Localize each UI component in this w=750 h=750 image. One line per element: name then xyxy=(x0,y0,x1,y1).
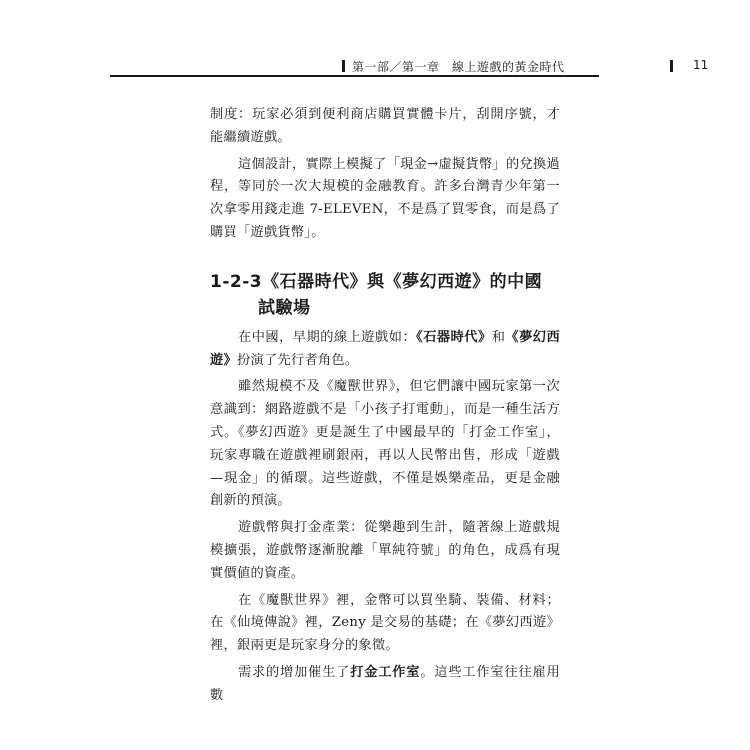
header-bar-left xyxy=(342,60,345,72)
p5-bold-studio: 打金工作室 xyxy=(350,664,421,680)
section-title-line2: 試驗場 xyxy=(258,297,311,318)
section-number: 1-2-3 xyxy=(210,271,263,292)
section-title-line1: 《石器時代》與《夢幻西遊》的中國 xyxy=(262,271,543,292)
p1-text-a: 在中國，早期的線上遊戲如： xyxy=(238,329,417,345)
p1-text-d: 扮演了先行者角色。 xyxy=(236,352,359,368)
paragraph-exchange: 這個設計，實際上模擬了「現金→虛擬貨幣」的兌換過程，等同於一次大規模的金融教育。許多台灣青少年第一次拿零用錢走進 7-ELEVEN，不是爲了買零食，而是爲了購買「遊戲貨幣」。 xyxy=(210,156,560,240)
page-content xyxy=(210,104,560,708)
page-number: 11 xyxy=(693,58,709,72)
paragraph-currencies: 在《魔獸世界》裡，金幣可以買坐騎、裝備、材料；在《仙境傳說》裡，Zeny 是交易的基礎；在《夢幻西遊》裡，銀兩更是玩家身分的象徵。 xyxy=(210,592,560,654)
paragraph-studios xyxy=(210,662,560,708)
header-bar-right xyxy=(670,60,673,72)
paragraph-pioneers xyxy=(210,327,560,373)
paragraph-lifestyle: 雖然規模不及《魔獸世界》，但它們讓中國玩家第一次意識到：網路遊戲不是「小孩子打電動」，而是一種生活方式。《夢幻西遊》更是誕生了中國最早的「打金工作室」，玩家專職在遊戲裡刷銀兩，再以人民幣出售，形成「遊戲—現金」的循環。這些遊戲，不僅是娛樂產品，更是金融創新的預演。 xyxy=(210,379,560,509)
p5-text-a: 需求的增加催生了 xyxy=(238,664,351,680)
p5-text-c: 。這些工作室往往雇用數 xyxy=(210,664,561,703)
paragraph-gold-industry: 遊戲幣與打金產業：從樂趣到生計，隨著線上遊戲規模擴張，遊戲幣逐漸脫離「單純符號」的角色，成爲有現實價値的資產。 xyxy=(210,520,560,581)
running-header xyxy=(110,56,709,76)
header-title: 第一部／第一章 線上遊戲的黃金時代 xyxy=(352,60,565,74)
p1-text-c: 和 xyxy=(491,329,506,345)
section-heading xyxy=(210,269,560,321)
header-rule xyxy=(110,75,599,77)
paragraph-continued: 制度：玩家必須到便利商店購買實體卡片，刮開序號，才能繼續遊戲。 xyxy=(210,107,560,145)
p1-bold-stone-age: 《石器時代》 xyxy=(416,329,492,345)
p1-bold-fantasy-westward: 《夢幻西遊》 xyxy=(210,329,560,368)
